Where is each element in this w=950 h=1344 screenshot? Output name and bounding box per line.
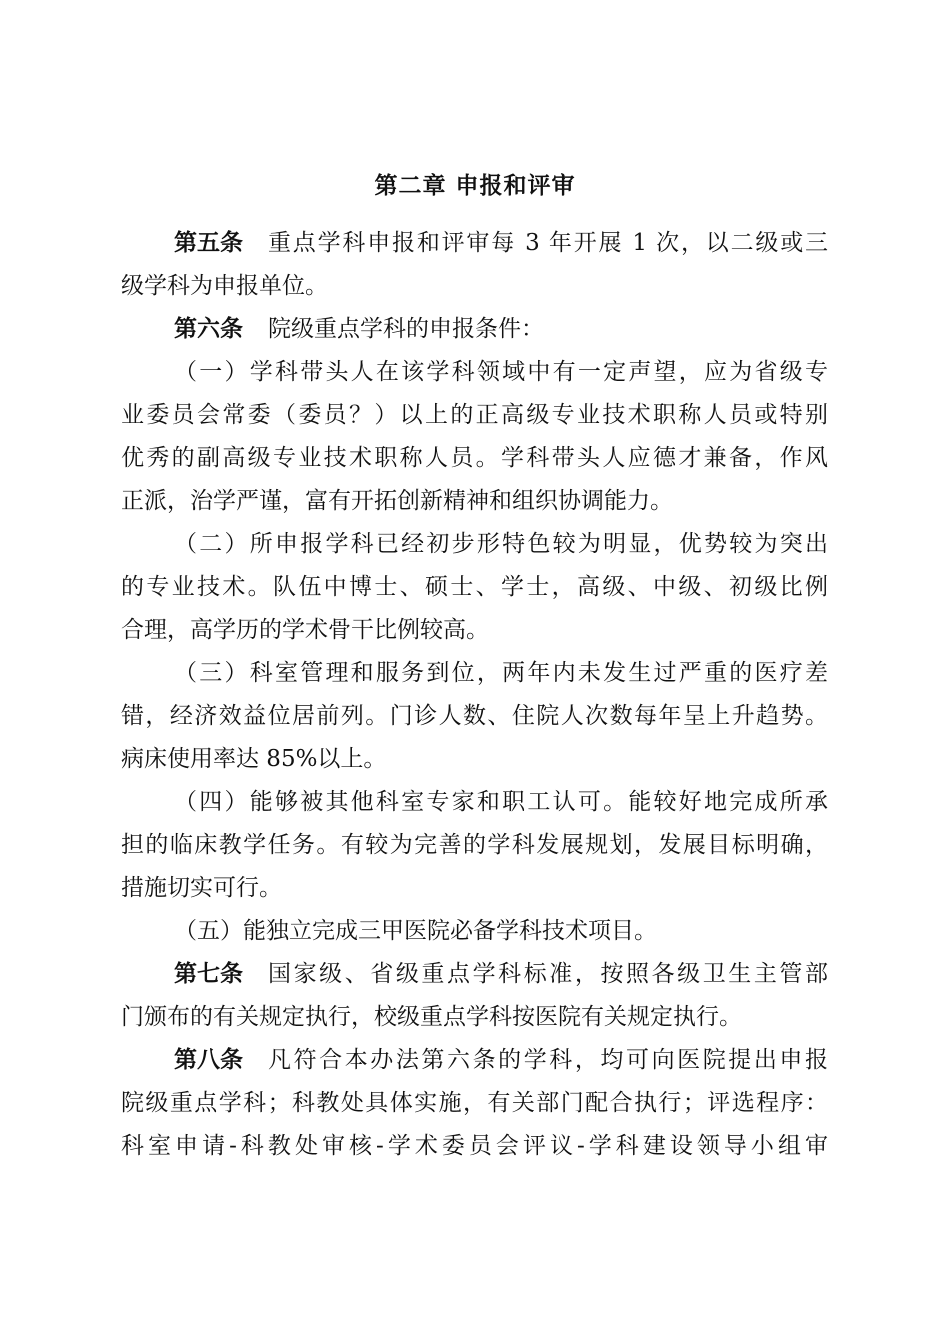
item-text: 错，经济效益位居前列。门诊人数、住院人次数每年呈上升趋势。 — [121, 703, 828, 729]
article-number: 第六条 — [174, 316, 243, 342]
item-text: 的专业技术。队伍中博士、硕士、学士，高级、中级、初级比例 — [121, 574, 828, 600]
article-number: 第七条 — [174, 961, 243, 987]
article-text: 重点学科申报和评审每 3 年开展 1 次，以二级或三 — [268, 230, 828, 256]
item-text: 担的临床教学任务。有较为完善的学科发展规划，发展目标明确， — [121, 832, 828, 858]
item-text: （三）科室管理和服务到位，两年内未发生过严重的医疗差 — [174, 660, 828, 686]
article-number: 第五条 — [174, 230, 243, 256]
item-text: 合理，高学历的学术骨干比例较高。 — [121, 617, 489, 643]
item-text: 优秀的副高级专业技术职称人员。学科带头人应德才兼备，作风 — [121, 445, 828, 471]
item-text: 措施切实可行。 — [121, 875, 282, 901]
article-text: 科室申请-科教处审核-学术委员会评议-学科建设领导小组审 — [121, 1133, 828, 1159]
article-text: 院级重点学科的申报条件： — [268, 316, 544, 342]
article-text: 门颁布的有关规定执行，校级重点学科按医院有关规定执行。 — [121, 1004, 742, 1030]
item-text: 业委员会常委（委员？）以上的正高级专业技术职称人员或特别 — [121, 402, 828, 428]
article-text: 凡符合本办法第六条的学科，均可向医院提出申报 — [268, 1047, 828, 1073]
item-text: （四）能够被其他科室专家和职工认可。能较好地完成所承 — [174, 789, 828, 815]
article-text: 院级重点学科；科教处具体实施，有关部门配合执行；评选程序： — [121, 1090, 828, 1116]
article-text: 国家级、省级重点学科标准，按照各级卫生主管部 — [268, 961, 828, 987]
item-text: （二）所申报学科已经初步形特色较为明显，优势较为突出 — [174, 531, 828, 557]
chapter-title: 第二章 申报和评审 — [374, 173, 576, 199]
article-number: 第八条 — [174, 1047, 243, 1073]
item-text: （五）能独立完成三甲医院必备学科技术项目。 — [174, 918, 657, 944]
article-text: 级学科为申报单位。 — [121, 273, 328, 299]
item-text: 正派，治学严谨，富有开拓创新精神和组织协调能力。 — [121, 488, 673, 514]
item-text: 病床使用率达 85%以上。 — [121, 746, 387, 772]
item-text: （一）学科带头人在该学科领域中有一定声望，应为省级专 — [174, 359, 828, 385]
